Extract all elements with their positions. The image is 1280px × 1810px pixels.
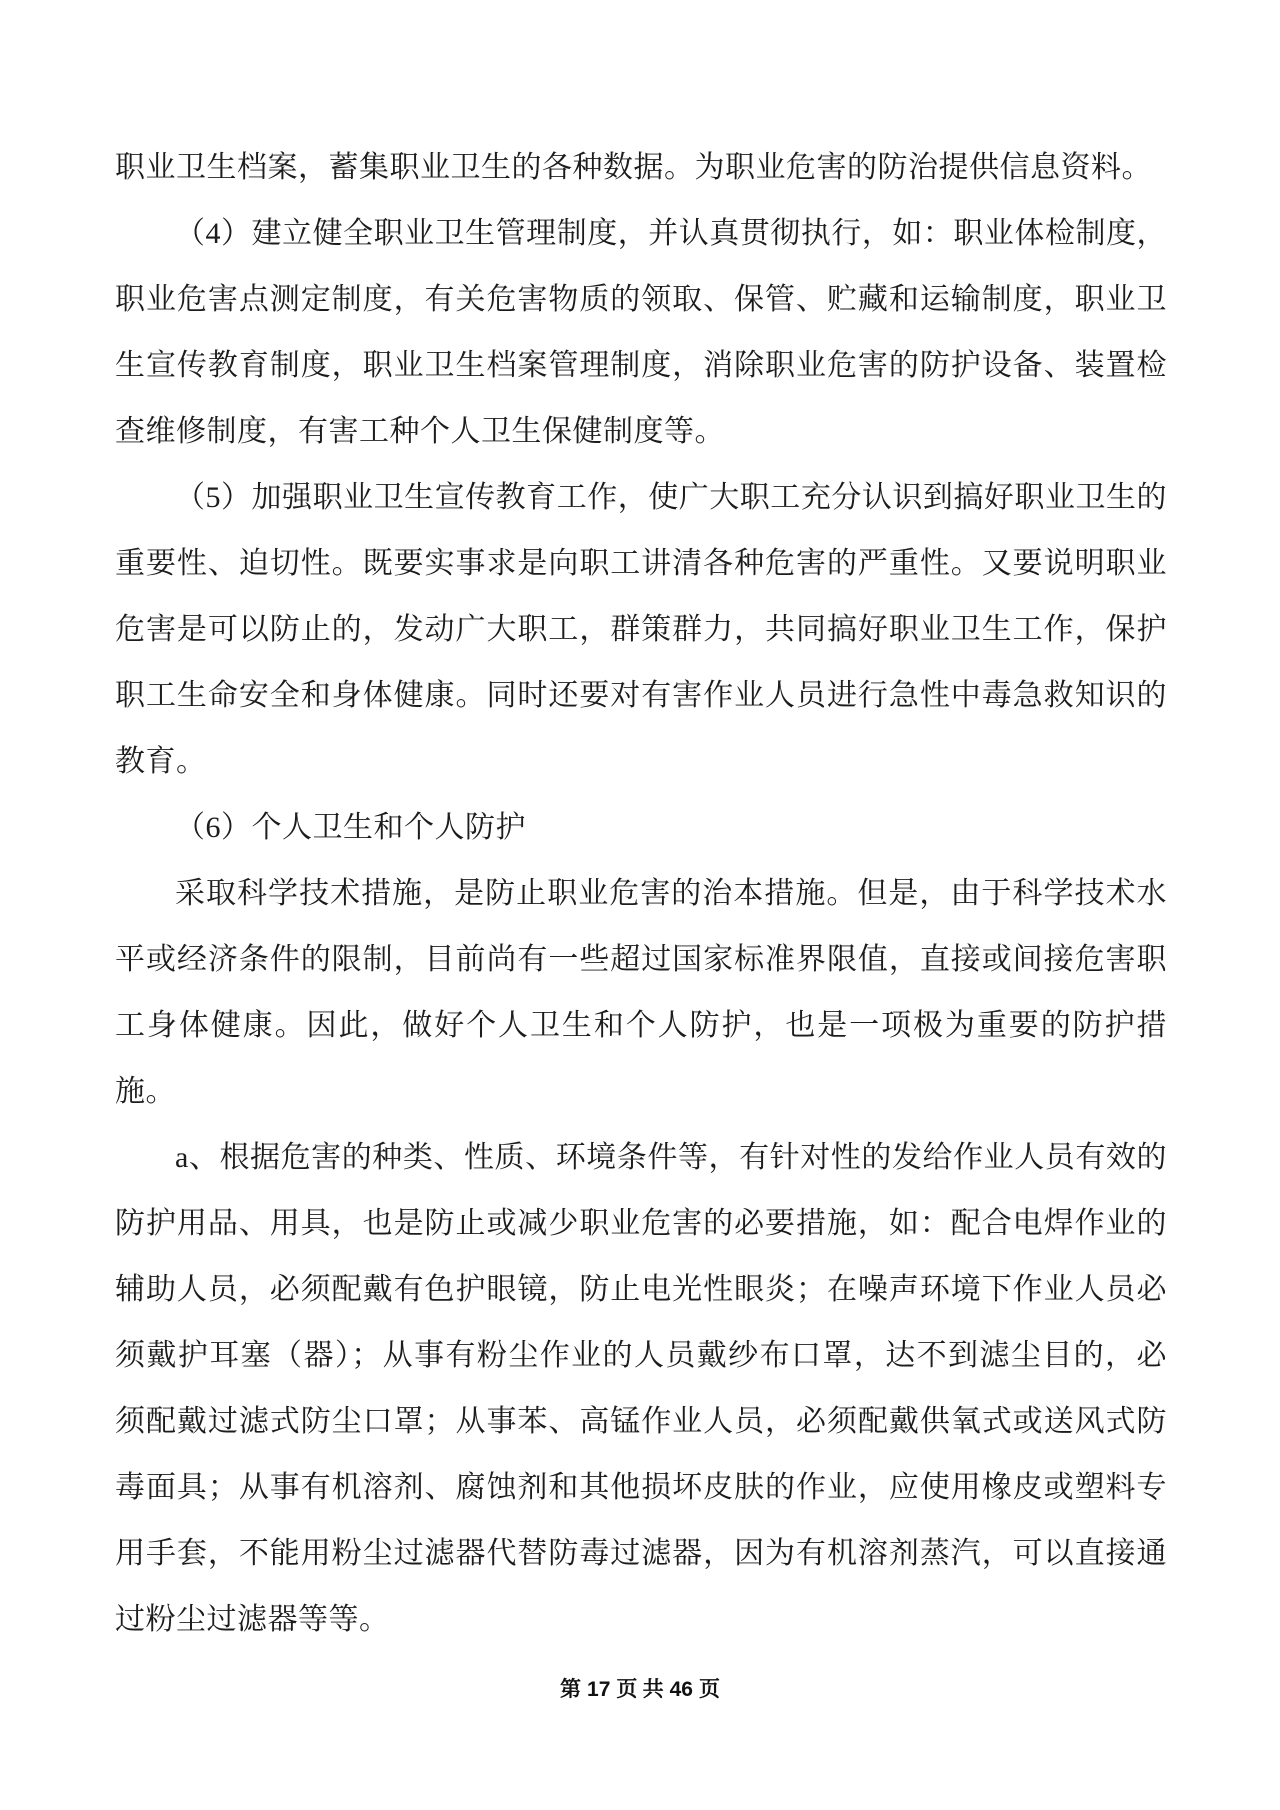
footer-label-middle: 页 共 — [616, 1677, 664, 1701]
paragraph-item-6-heading: （6）个人卫生和个人防护 — [175, 811, 526, 844]
page-footer — [0, 1672, 1280, 1707]
document-body — [115, 135, 1167, 1653]
footer-label-prefix: 第 — [560, 1677, 582, 1701]
paragraph-item-4: （4）建立健全职业卫生管理制度，并认真贯彻执行，如：职业体检制度，职业危害点测定制度，有关危害物质的领取、保管、贮藏和运输制度，职业卫生宣传教育制度，职业卫生档案管理制度，消除职业危害的防护设备、装置检查维修制度，有害工种个人卫生保健制度等。 — [115, 217, 1167, 448]
paragraph-item-5: （5）加强职业卫生宣传教育工作，使广大职工充分认识到搞好职业卫生的重要性、迫切性。既要实事求是向职工讲清各种危害的严重性。又要说明职业危害是可以防止的，发动广大职工，群策群力，共同搞好职业卫生工作，保护职工生命安全和身体健康。同时还要对有害作业人员进行急性中毒急救知识的教育。 — [115, 481, 1167, 778]
footer-label-suffix: 页 — [698, 1677, 720, 1701]
paragraph-measures: 采取科学技术措施，是防止职业危害的治本措施。但是，由于科学技术水平或经济条件的限制，目前尚有一些超过国家标准界限值，直接或间接危害职工身体健康。因此，做好个人卫生和个人防护，也是一项极为重要的防护措施。 — [115, 877, 1167, 1108]
paragraph-continuation: 职业卫生档案，蓄集职业卫生的各种数据。为职业危害的防治提供信息资料。 — [115, 151, 1152, 184]
footer-current-page-number: 17 — [587, 1678, 611, 1701]
paragraph-item-a: a、根据危害的种类、性质、环境条件等，有针对性的发给作业人员有效的防护用品、用具，也是防止或减少职业危害的必要措施，如：配合电焊作业的辅助人员，必须配戴有色护眼镜，防止电光性眼炎；在噪声环境下作业人员必须戴护耳塞（器）；从事有粉尘作业的人员戴纱布口罩，达不到滤尘目的，必须配戴过滤式防尘口罩；从事苯、高锰作业人员，必须配戴供氧式或送风式防毒面具；从事有机溶剂、腐蚀剂和其他损坏皮肤的作业，应使用橡皮或塑料专用手套，不能用粉尘过滤器代替防毒过滤器，因为有机溶剂蒸汽，可以直接通过粉尘过滤器等等。 — [115, 1141, 1167, 1636]
footer-total-page-number: 46 — [669, 1678, 693, 1701]
